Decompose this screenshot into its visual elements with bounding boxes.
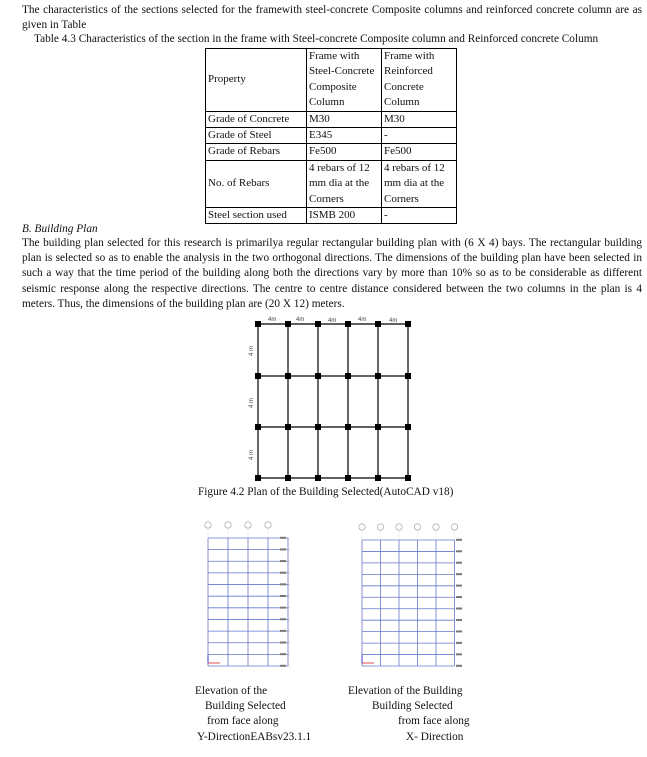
story-label <box>280 665 286 667</box>
story-label <box>456 596 462 598</box>
elevation-x-figure <box>352 522 467 684</box>
top-dim-label: 4m <box>389 318 398 324</box>
story-label <box>280 595 286 597</box>
story-label <box>456 608 462 610</box>
elevation-x-caption <box>348 684 470 745</box>
column-node <box>255 424 261 430</box>
table-cell: M30 <box>382 111 457 127</box>
caption-line: Building Selected <box>205 700 286 713</box>
column-node <box>405 373 411 379</box>
story-label <box>456 630 462 632</box>
column-node <box>285 424 291 430</box>
story-label <box>456 550 462 552</box>
column-node <box>255 475 261 481</box>
column-node <box>315 475 321 481</box>
top-dim-label: 4m <box>358 317 367 323</box>
section-heading: B. Building Plan <box>22 223 98 235</box>
table-cell: M30 <box>307 111 382 127</box>
story-label <box>456 665 462 667</box>
side-dim-label: 4 m <box>249 449 255 460</box>
column-node <box>345 373 351 379</box>
caption-line: Building Selected <box>372 700 453 713</box>
table-row <box>206 160 457 207</box>
table-cell: Fe500 <box>382 144 457 160</box>
column-node <box>375 424 381 430</box>
plan-paragraph: The building plan selected for this research is primarilya regular rectangular building plan with (6 X 4) bays. The rectangular building plan is selected so as to enable the analysis in the two orthogonal directions. The dimensions of the building plan have been selected in such a way that the time period of the building along both the directions vary by more than 10% so as to be considerable as different seismic response along the respective directions. The centre to centre distance considered between the two columns in the plan is 4 meters. Thus, the dimensions of the building plan are (20 X 12) meters. <box>22 237 642 310</box>
grid-bubble <box>245 522 251 528</box>
story-label <box>456 585 462 587</box>
table-row <box>206 111 457 127</box>
grid-bubble <box>205 522 211 528</box>
table-row <box>206 144 457 160</box>
grid-bubble <box>414 524 420 530</box>
table-cell: E345 <box>307 128 382 144</box>
table-cell: - <box>382 128 457 144</box>
story-label <box>456 573 462 575</box>
table-cell: Fe500 <box>307 144 382 160</box>
column-node <box>405 475 411 481</box>
table-row <box>206 208 457 224</box>
characteristics-table <box>205 48 457 224</box>
column-node <box>375 373 381 379</box>
table-caption: Table 4.3 Characteristics of the section in the frame with Steel-concrete Composite column and Reinforced concrete Column <box>34 33 599 45</box>
column-node <box>345 424 351 430</box>
story-label <box>280 607 286 609</box>
column-node <box>345 475 351 481</box>
elevation-grid <box>359 524 462 667</box>
table-cell: No. of Rebars <box>206 160 307 207</box>
building-plan-figure <box>240 314 420 486</box>
top-dim-label: 4m <box>328 318 337 324</box>
table-cell: Steel section used <box>206 208 307 224</box>
table-header-cell: Property <box>206 49 307 112</box>
story-label <box>280 653 286 655</box>
column-node <box>375 475 381 481</box>
story-label <box>456 642 462 644</box>
caption-line: from face along <box>398 715 470 728</box>
column-node <box>375 321 381 327</box>
elevation-grid <box>205 522 290 667</box>
table-row <box>206 128 457 144</box>
grid-bubble <box>225 522 231 528</box>
table-cell: Grade of Steel <box>206 128 307 144</box>
column-node <box>405 321 411 327</box>
intro-paragraph: The characteristics of the sections selected for the framewith steel-concrete Composite columns and reinforced concrete column are as given in Table <box>22 4 642 32</box>
column-node <box>315 373 321 379</box>
grid-bubble <box>433 524 439 530</box>
story-label <box>280 560 286 562</box>
column-node <box>315 321 321 327</box>
story-label <box>280 548 286 550</box>
column-node <box>285 373 291 379</box>
column-node <box>285 321 291 327</box>
table-header-cell: Frame with Steel-Concrete Composite Column <box>307 49 382 112</box>
elevation-y-figure <box>198 520 293 684</box>
top-dim-label: 4m <box>296 317 305 323</box>
table-header-row <box>206 49 457 112</box>
grid-bubble <box>396 524 402 530</box>
story-label <box>280 583 286 585</box>
table-cell: - <box>382 208 457 224</box>
side-dim-label: 4 m <box>249 345 255 356</box>
story-label <box>456 653 462 655</box>
story-label <box>280 642 286 644</box>
story-label <box>280 537 286 539</box>
table-header-cell: Frame with Reinforced Concrete Column <box>382 49 457 112</box>
caption-line: Elevation of the <box>195 685 268 697</box>
caption-line: Y-DirectionEABsv23.1.1 <box>197 730 312 743</box>
column-node <box>285 475 291 481</box>
top-dim-label: 4m <box>268 317 277 323</box>
column-node <box>315 424 321 430</box>
story-label <box>456 562 462 564</box>
elevation-y-caption <box>195 684 311 745</box>
caption-line: from face along <box>207 715 279 728</box>
table-cell: Grade of Rebars <box>206 144 307 160</box>
grid-bubble <box>359 524 365 530</box>
caption-line: X- Direction <box>406 730 464 743</box>
story-label <box>280 572 286 574</box>
plan-columns <box>255 321 411 481</box>
story-label <box>280 618 286 620</box>
story-label <box>280 630 286 632</box>
grid-bubble <box>377 524 383 530</box>
side-dim-label: 4 m <box>249 397 255 408</box>
table-cell: 4 rebars of 12 mm dia at the Corners <box>382 160 457 207</box>
caption-line: Elevation of the Building <box>348 685 463 697</box>
plan-figure-caption: Figure 4.2 Plan of the Building Selected(AutoCAD v18) <box>198 486 454 498</box>
story-label <box>456 619 462 621</box>
table-cell: 4 rebars of 12 mm dia at the Corners <box>307 160 382 207</box>
grid-bubble <box>451 524 457 530</box>
plan-grid <box>258 324 408 478</box>
story-label <box>456 539 462 541</box>
table-cell: ISMB 200 <box>307 208 382 224</box>
column-node <box>255 373 261 379</box>
column-node <box>255 321 261 327</box>
table-cell: Grade of Concrete <box>206 111 307 127</box>
column-node <box>405 424 411 430</box>
column-node <box>345 321 351 327</box>
grid-bubble <box>265 522 271 528</box>
